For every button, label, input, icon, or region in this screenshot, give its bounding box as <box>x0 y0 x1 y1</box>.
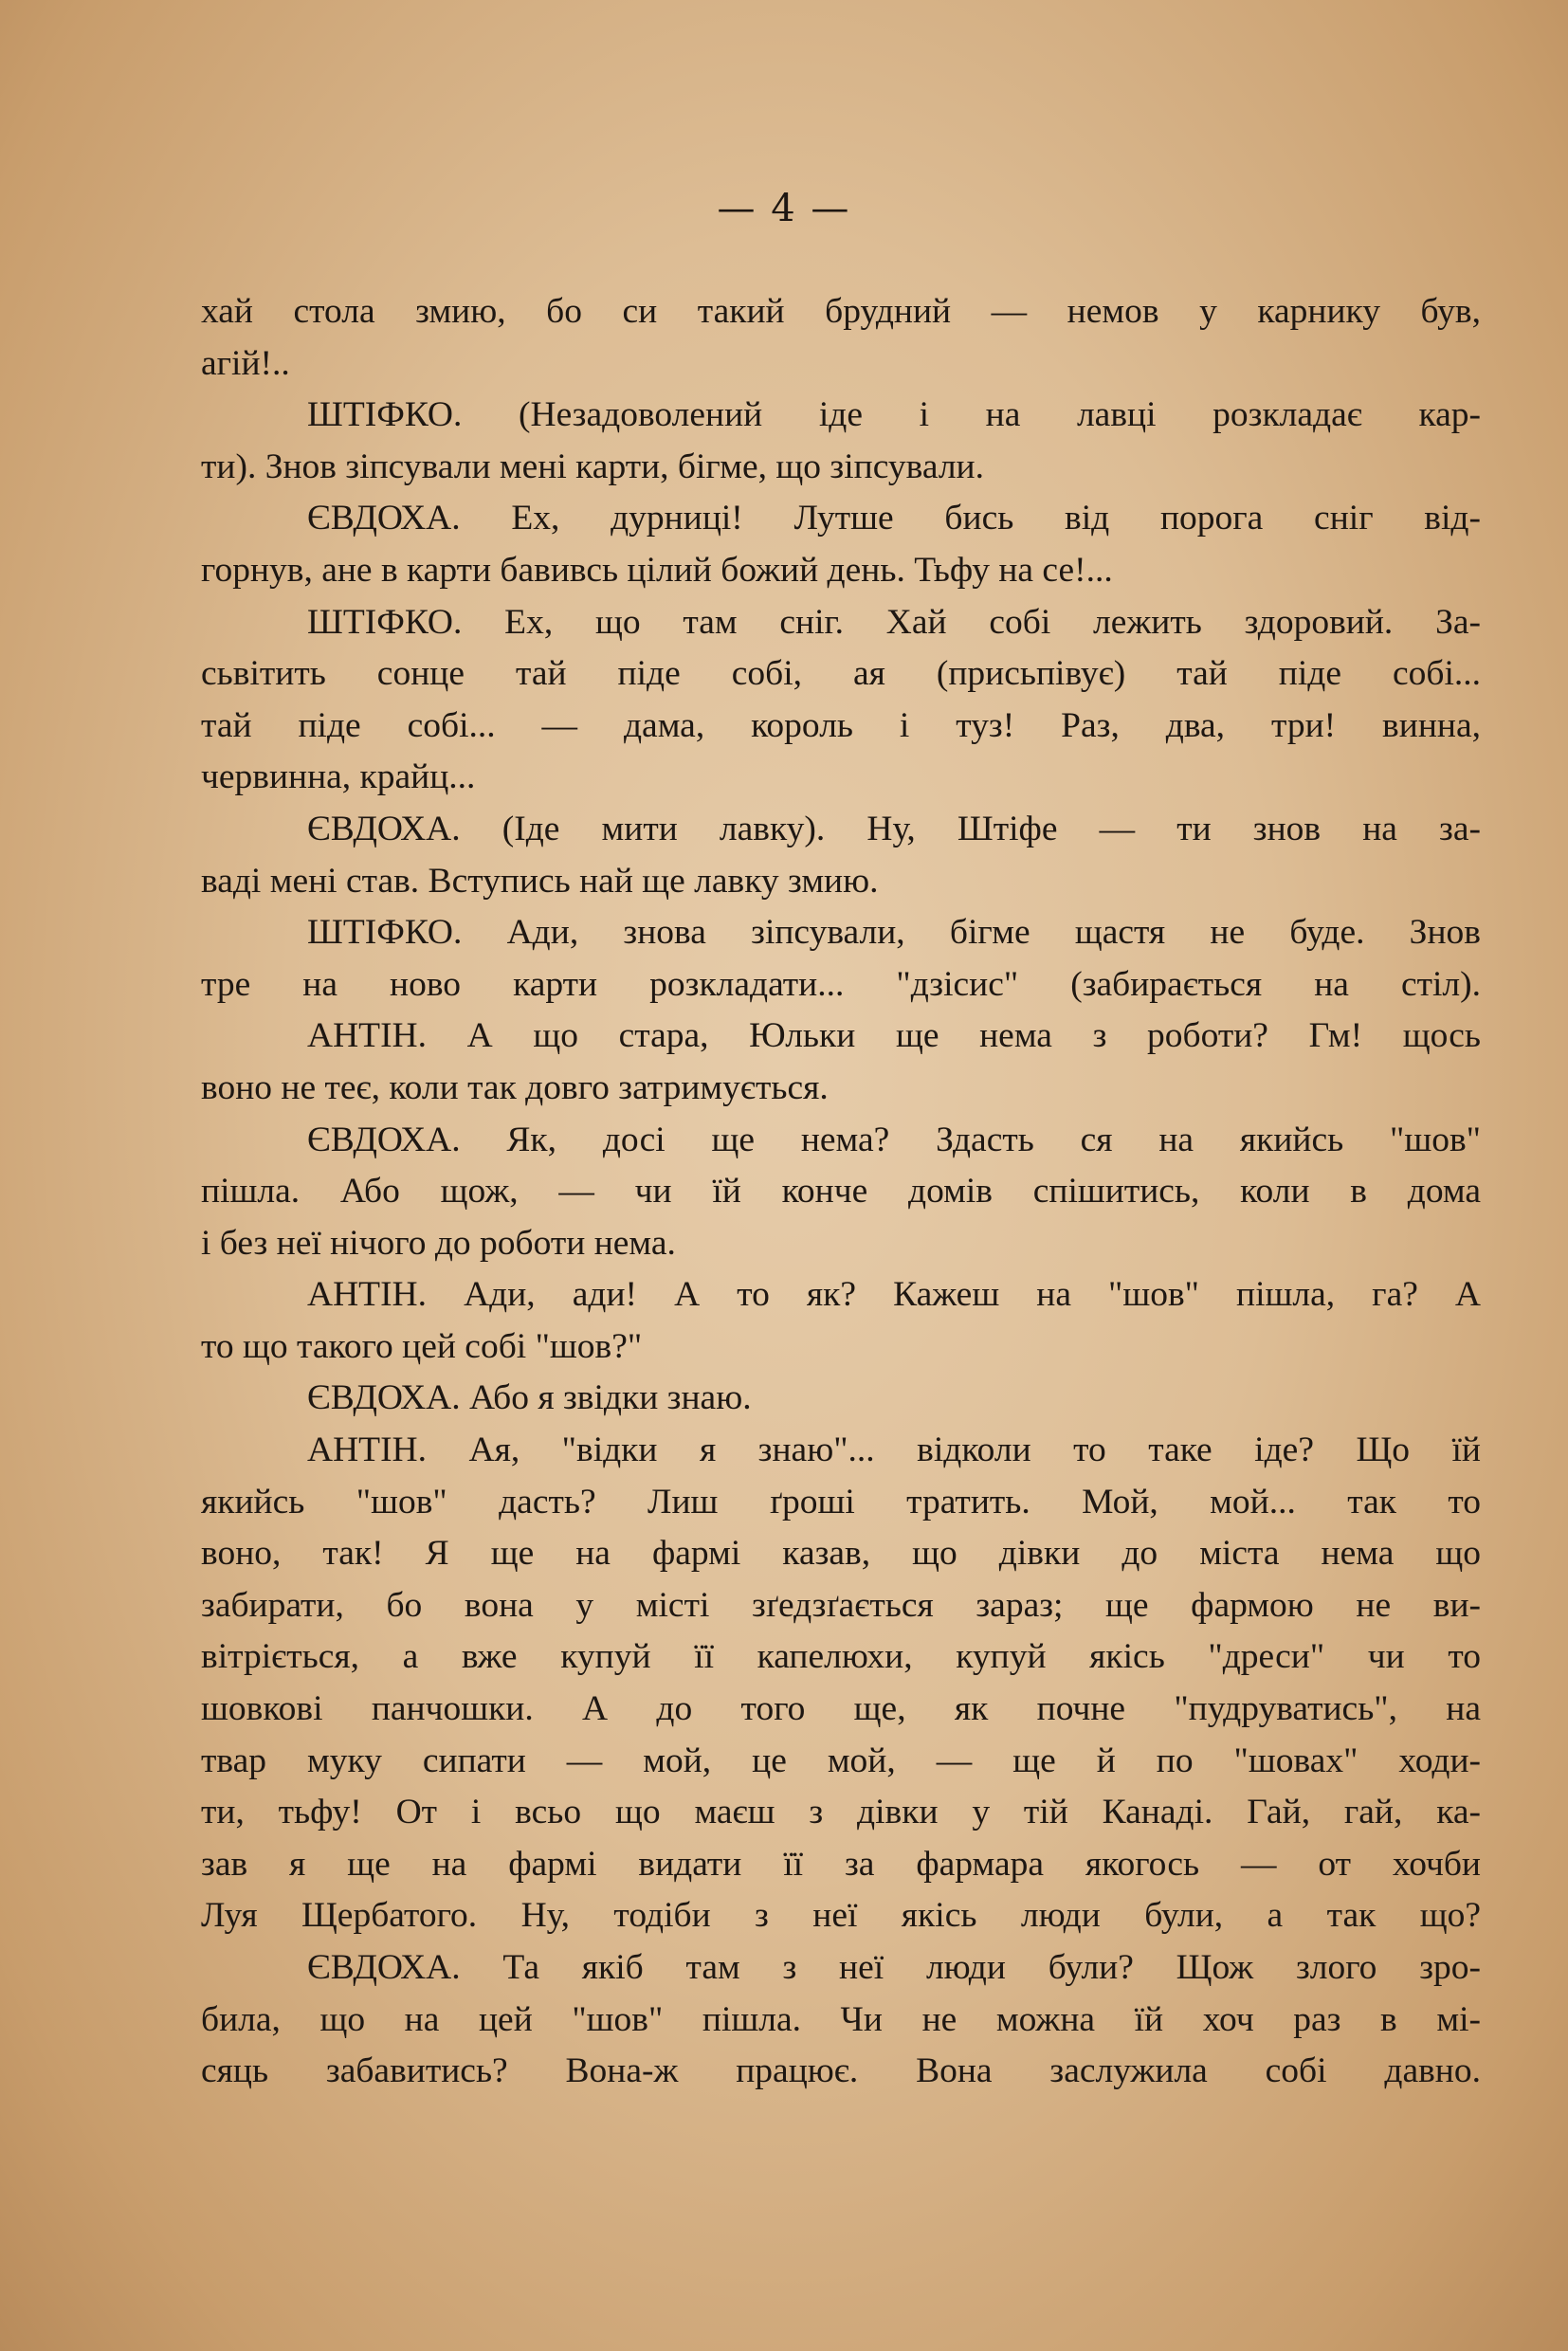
page-number: — 4 — <box>717 187 851 230</box>
text-line: ШТІФКО. (Незадоволений іде і на лавці розкладає кар- <box>307 395 1481 435</box>
text-line: ЄВДОХА. Та якіб там з неї люди були? Щож злого зро- <box>307 1948 1481 1987</box>
text-line: тре на ново карти розкладати... "дзісис" (забирається на стіл). <box>201 964 1481 1004</box>
text-line: воно, так! Я ще на фармі казав, що дівки до міста нема що <box>201 1534 1481 1574</box>
text-line: ти). Знов зіпсували мені карти, бігме, що зіпсували. <box>201 447 984 486</box>
text-line: і без неї нічого до роботи нема. <box>201 1223 676 1263</box>
text-line: то що такого цей собі "шов?" <box>201 1326 643 1366</box>
play-text <box>201 286 1481 2098</box>
text-line: горнув, ане в карти бавивсь цілий божий день. Тьфу на се!... <box>201 550 1113 590</box>
text-line: ЄВДОХА. Або я звідки знаю. <box>307 1378 752 1418</box>
text-line: АНТІН. Ая, "відки я знаю"... відколи то таке іде? Що їй <box>307 1431 1481 1470</box>
text-line: твар муку сипати — мой, це мой, — ще й по "шовах" ходи- <box>201 1740 1481 1780</box>
text-line: Луя Щербатого. Ну, тодіби з неї якісь люди були, а так що? <box>201 1896 1481 1936</box>
text-line: сяць забавитись? Вона-ж працює. Вона заслужила собі давно. <box>201 2051 1481 2091</box>
text-line: АНТІН. А що стара, Юльки ще нема з роботи? Гм! щось <box>307 1016 1481 1056</box>
text-line: воно не теє, коли так довго затримується. <box>201 1067 829 1107</box>
text-line: била, що на цей "шов" пішла. Чи не можна їй хоч раз в мі- <box>201 1999 1481 2039</box>
text-line: ЄВДОХА. (Іде мити лавку). Ну, Штіфе — ти знов на за- <box>307 809 1481 848</box>
text-line: шовкові панчошки. А до того ще, як почне "пудруватись", на <box>201 1689 1481 1729</box>
text-line: АНТІН. Ади, ади! А то як? Кажеш на "шов" пішла, га? А <box>307 1275 1481 1315</box>
text-line: забирати, бо вона у місті зґедзґається зараз; ще фармою не ви- <box>201 1585 1481 1625</box>
text-line: якийсь "шов" дасть? Лиш ґроші тратить. Мой, мой... так то <box>201 1482 1481 1522</box>
text-line: ти, тьфу! От і всьо що маєш з дівки у тій Канаді. Гай, гай, ка- <box>201 1793 1481 1832</box>
text-line: агій!.. <box>201 343 290 383</box>
text-line: вітріється, а вже купуй її капелюхи, купуй якісь "дреси" чи то <box>201 1637 1481 1677</box>
text-line: сьвітить сонце тай піде собі, ая (присьпівує) тай піде собі... <box>201 654 1481 694</box>
text-line: ЄВДОХА. Як, досі ще нема? Здасть ся на якийсь "шов" <box>307 1120 1481 1159</box>
text-line: пішла. Або щож, — чи їй конче домів спішитись, коли в дома <box>201 1172 1481 1212</box>
text-line: червинна, крайц... <box>201 757 476 797</box>
text-line: тай піде собі... — дама, король і туз! Раз, два, три! винна, <box>201 705 1481 745</box>
text-line: ШТІФКО. Ади, знова зіпсували, бігме щастя не буде. Знов <box>307 913 1481 953</box>
text-line: хай стола змию, бо си такий брудний — немов у карнику був, <box>201 292 1481 331</box>
text-line: ваді мені став. Вступись най ще лавку змию. <box>201 861 879 901</box>
text-line: зав я ще на фармі видати її за фармара якогось — от хочби <box>201 1844 1481 1884</box>
text-line: ШТІФКО. Ех, що там сніг. Хай собі лежить здоровий. За- <box>307 602 1481 642</box>
text-line: ЄВДОХА. Ех, дурниці! Лутше бись від порога сніг від- <box>307 499 1481 538</box>
